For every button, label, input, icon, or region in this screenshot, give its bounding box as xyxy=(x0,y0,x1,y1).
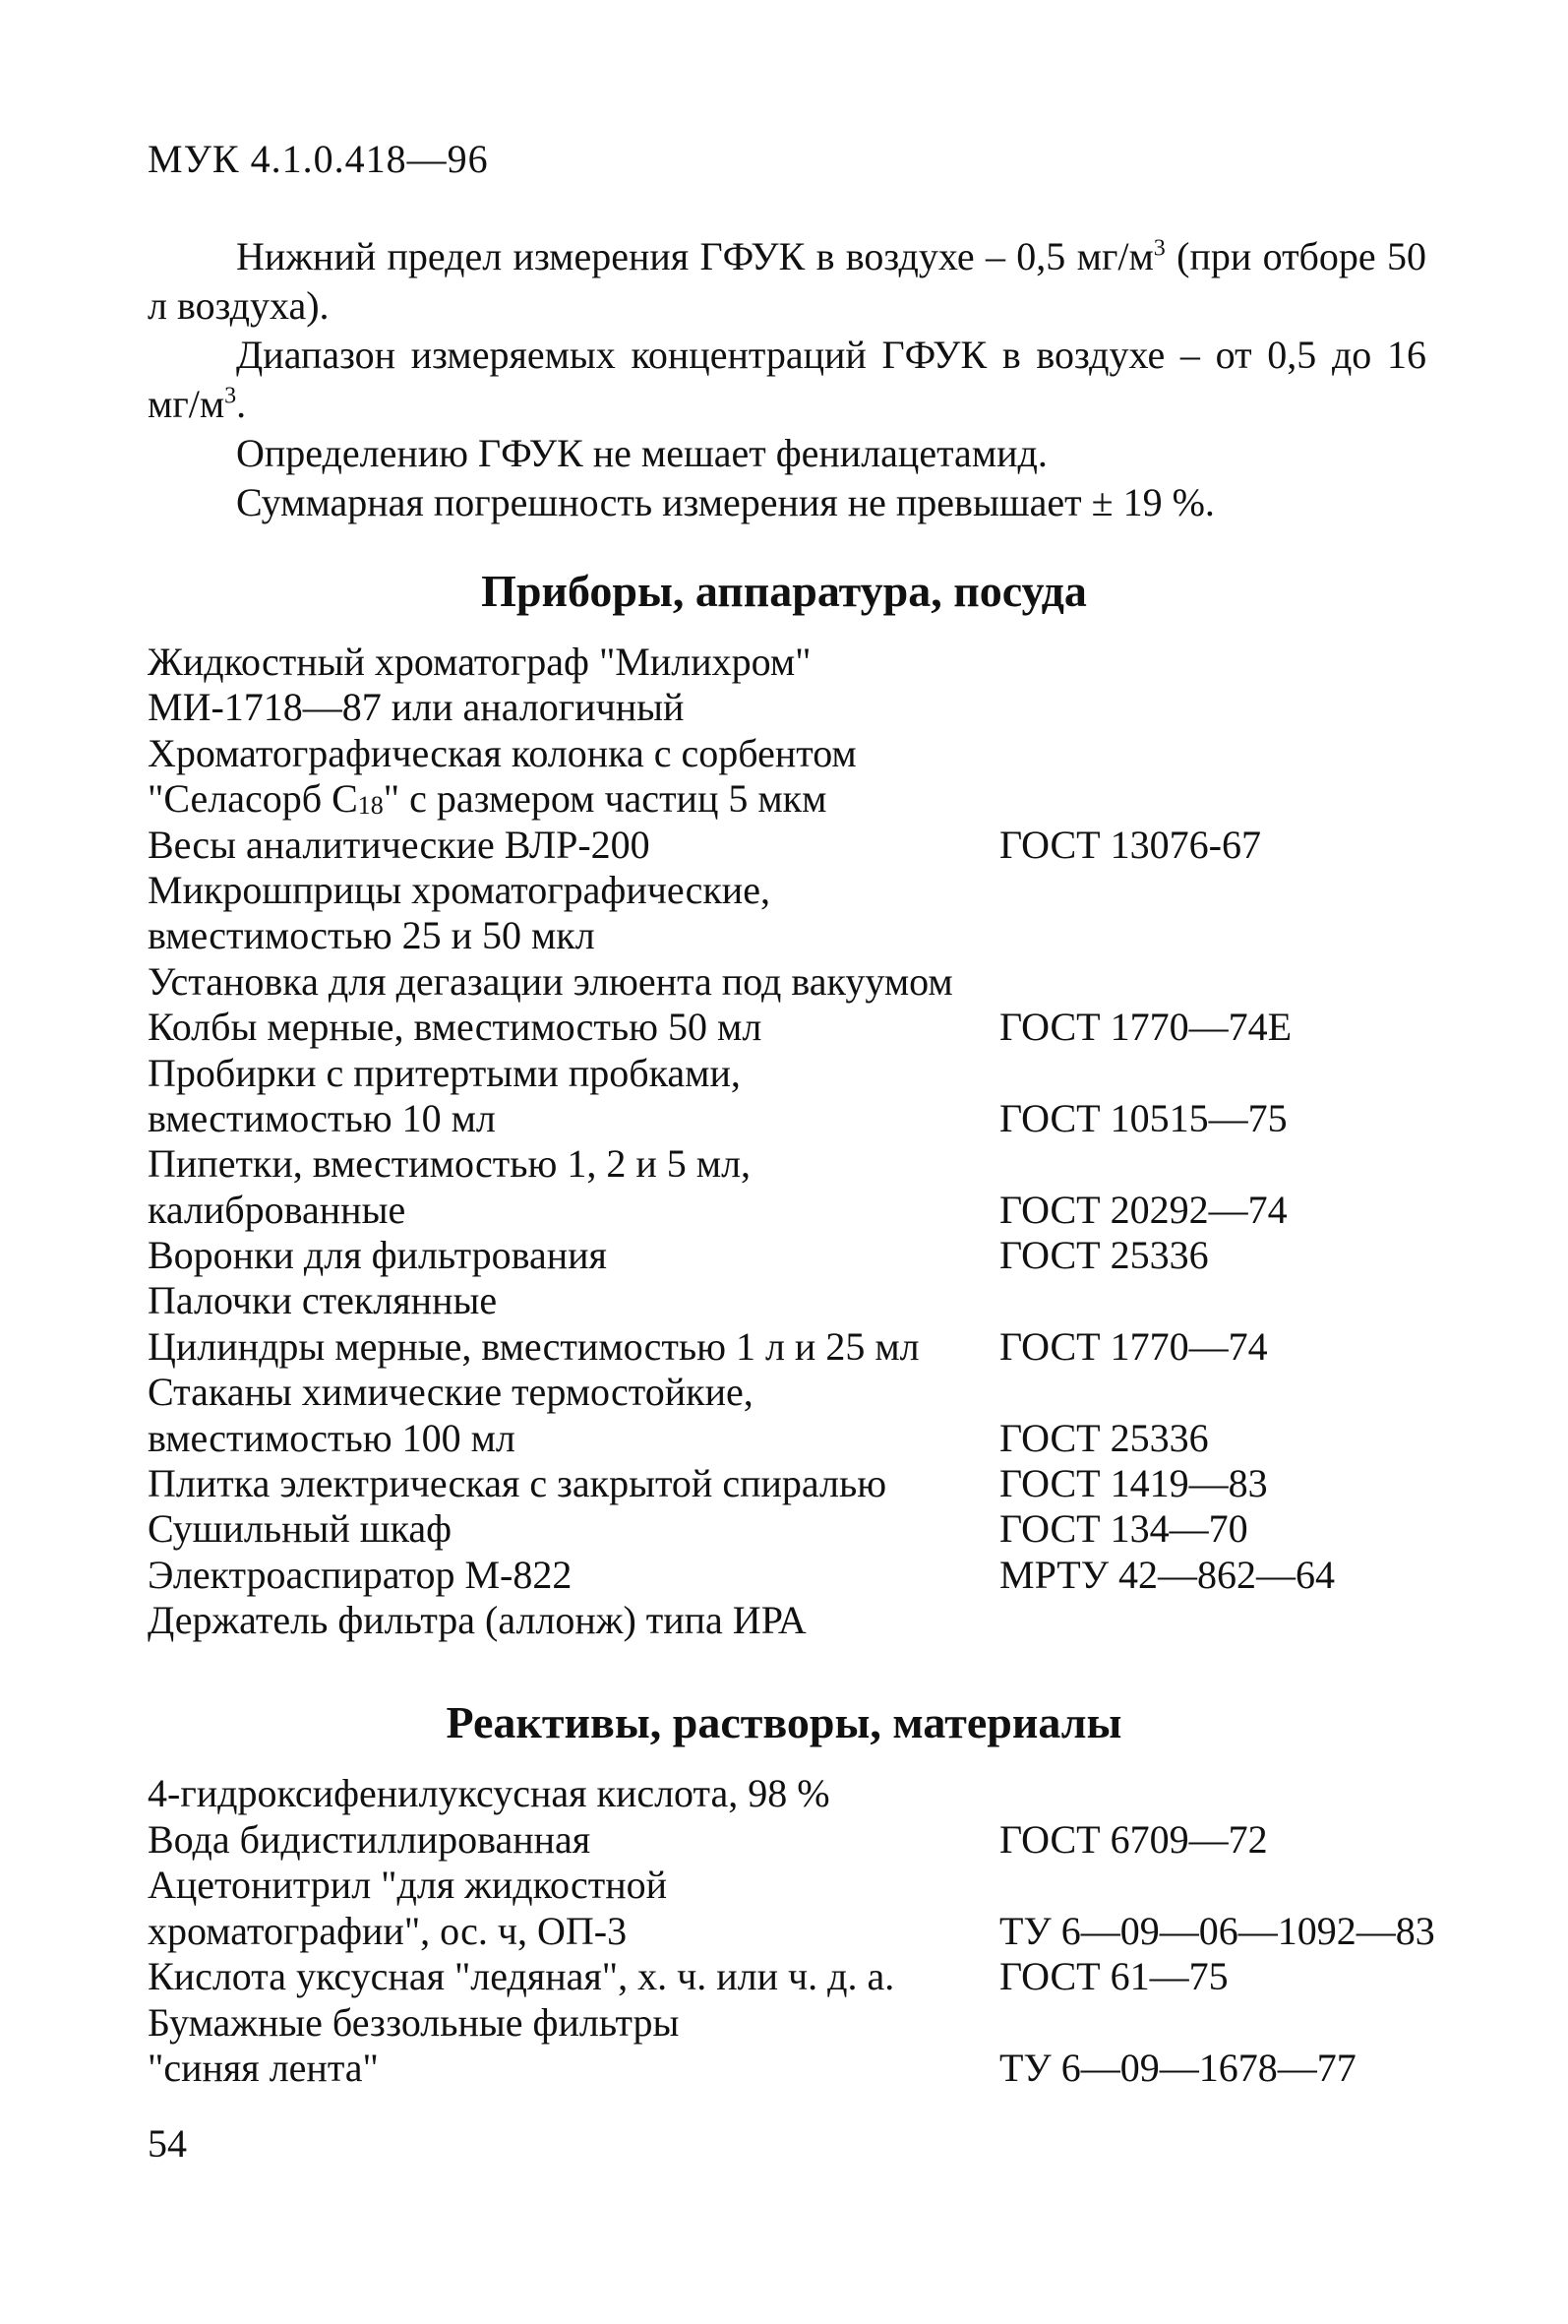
list-item xyxy=(148,640,1466,685)
item-standard: ГОСТ 6709—72 xyxy=(999,1816,1268,1862)
section-title-equipment: Приборы, аппаратура, посуда xyxy=(481,566,1087,616)
item-standard: ГОСТ 13076-67 xyxy=(999,822,1261,867)
list-item xyxy=(148,731,1466,776)
list-item xyxy=(148,1506,1466,1552)
item-standard xyxy=(999,685,1466,730)
document-code: МУК 4.1.0.418—96 xyxy=(148,137,489,181)
item-name: Электроаспиратор М-822 xyxy=(148,1552,573,1597)
list-item xyxy=(148,1370,1466,1415)
list-item xyxy=(148,823,1466,868)
item-name: Плитка электрическая с закрытой спиралью xyxy=(148,1461,887,1506)
item-standard xyxy=(999,868,1466,913)
item-standard xyxy=(999,731,1466,776)
list-item xyxy=(148,1553,1466,1598)
intro-paragraph: Суммарная погрешность измерения не превышает ± 19 %. xyxy=(236,480,1215,524)
list-item xyxy=(148,1141,1466,1187)
list-item xyxy=(148,1598,1466,1643)
list-item xyxy=(148,1324,1466,1370)
equipment-list xyxy=(148,640,1466,1644)
list-item xyxy=(148,1188,1466,1233)
item-standard: ГОСТ 25336 xyxy=(999,1415,1209,1460)
item-standard xyxy=(999,913,1466,958)
list-item xyxy=(148,2046,1466,2092)
item-standard: ТУ 6—09—1678—77 xyxy=(999,2046,1357,2090)
item-name: Кислота уксусная "ледяная", х. ч. или ч. д. а. xyxy=(148,1954,895,1998)
intro-paragraphs xyxy=(148,232,1426,527)
item-standard: МРТУ 42—862—64 xyxy=(999,1552,1336,1597)
item-standard xyxy=(999,1278,1466,1323)
list-item xyxy=(148,2000,1466,2047)
item-name: Хроматографическая колонка с сорбентом xyxy=(148,730,857,775)
item-standard: ГОСТ 1419—83 xyxy=(999,1461,1268,1506)
item-name: вместимостью 10 мл xyxy=(148,1095,496,1140)
item-name: вместимостью 100 мл xyxy=(148,1415,515,1460)
intro-paragraph: Диапазон измеряемых концентраций ГФУК в воздухе – от 0,5 до 16 $мг/м^3$. xyxy=(148,333,1426,426)
item-name: вместимостью 25 и 50 мкл xyxy=(148,913,595,958)
item-standard: ГОСТ 25336 xyxy=(999,1233,1209,1278)
item-name: Держатель фильтра (аллонж) типа ИРА xyxy=(148,1598,807,1643)
list-item xyxy=(148,1096,1466,1141)
item-standard xyxy=(999,640,1466,685)
item-standard xyxy=(999,1051,1466,1096)
intro-paragraph: Определению ГФУК не мешает фенилацетамид. xyxy=(236,431,1048,475)
list-item xyxy=(148,959,1466,1005)
item-standard: ГОСТ 134—70 xyxy=(999,1506,1248,1552)
list-item xyxy=(148,1863,1466,1909)
item-name: "синяя лента" xyxy=(148,2046,379,2090)
item-name: "Селасорб $С_{18}$" с размером частиц 5 мкм xyxy=(148,776,827,822)
item-name: Воронки для фильтрования xyxy=(148,1233,607,1278)
list-item xyxy=(148,1051,1466,1096)
intro-paragraph: Нижний предел измерения ГФУК в воздухе – 0,5 $мг/м^3$ (при отборе 50 л воздуха). xyxy=(148,234,1426,328)
item-standard xyxy=(999,2000,1466,2047)
item-name: Палочки стеклянные xyxy=(148,1278,498,1323)
item-name: хроматографии", ос. ч, ОП-3 xyxy=(148,1908,628,1953)
item-name: Бумажные беззольные фильтры xyxy=(148,1999,680,2045)
list-item xyxy=(148,1278,1466,1323)
item-standard xyxy=(999,959,1466,1005)
list-item xyxy=(148,868,1466,913)
item-standard: ГОСТ 20292—74 xyxy=(999,1187,1288,1232)
item-standard xyxy=(999,1370,1466,1415)
item-standard: ГОСТ 1770—74 xyxy=(999,1323,1268,1369)
list-item xyxy=(148,1909,1466,1955)
page-number: 54 xyxy=(148,2121,187,2166)
list-item xyxy=(148,913,1466,958)
list-item xyxy=(148,776,1466,822)
list-item xyxy=(148,1233,1466,1278)
item-name: Микрошприцы хроматографические, xyxy=(148,867,770,912)
item-name: Сушильный шкаф xyxy=(148,1506,452,1552)
item-standard xyxy=(999,1863,1466,1909)
list-item xyxy=(148,1817,1466,1864)
section-title-reagents: Реактивы, растворы, материалы xyxy=(446,1697,1122,1747)
list-item xyxy=(148,685,1466,730)
item-name: Установка для дегазации элюента под вакуумом xyxy=(148,958,953,1004)
list-item xyxy=(148,1771,1466,1817)
item-standard xyxy=(999,776,1466,822)
item-standard: ГОСТ 61—75 xyxy=(999,1954,1229,1998)
item-standard xyxy=(999,1141,1466,1187)
list-item xyxy=(148,1954,1466,2000)
item-standard xyxy=(999,1771,1466,1817)
list-item xyxy=(148,1416,1466,1461)
item-name: Пробирки с притертыми пробками, xyxy=(148,1050,741,1095)
item-name: Жидкостный хроматограф "Милихром" xyxy=(148,640,812,684)
item-name: Ацетонитрил "для жидкостной xyxy=(148,1863,668,1907)
list-item xyxy=(148,1005,1466,1050)
item-name: 4-гидроксифенилуксусная кислота, 98 % xyxy=(148,1771,830,1815)
item-name: Колбы мерные, вместимостью 50 мл xyxy=(148,1005,762,1050)
item-name: Цилиндры мерные, вместимостью 1 л и 25 мл xyxy=(148,1323,920,1369)
item-standard xyxy=(999,1598,1466,1643)
item-standard: ГОСТ 1770—74Е xyxy=(999,1005,1293,1050)
item-name: Стаканы химические термостойкие, xyxy=(148,1370,754,1415)
item-standard: ТУ 6—09—06—1092—83 xyxy=(999,1908,1435,1953)
item-name: Пипетки, вместимостью 1, 2 и 5 мл, xyxy=(148,1141,752,1187)
item-name: калиброванные xyxy=(148,1187,406,1232)
item-name: МИ-1718—87 или аналогичный xyxy=(148,685,685,730)
reagents-list xyxy=(148,1771,1466,2092)
item-standard: ГОСТ 10515—75 xyxy=(999,1095,1288,1140)
item-name: Вода бидистиллированная xyxy=(148,1816,591,1862)
item-name: Весы аналитические ВЛР-200 xyxy=(148,822,650,867)
list-item xyxy=(148,1461,1466,1506)
